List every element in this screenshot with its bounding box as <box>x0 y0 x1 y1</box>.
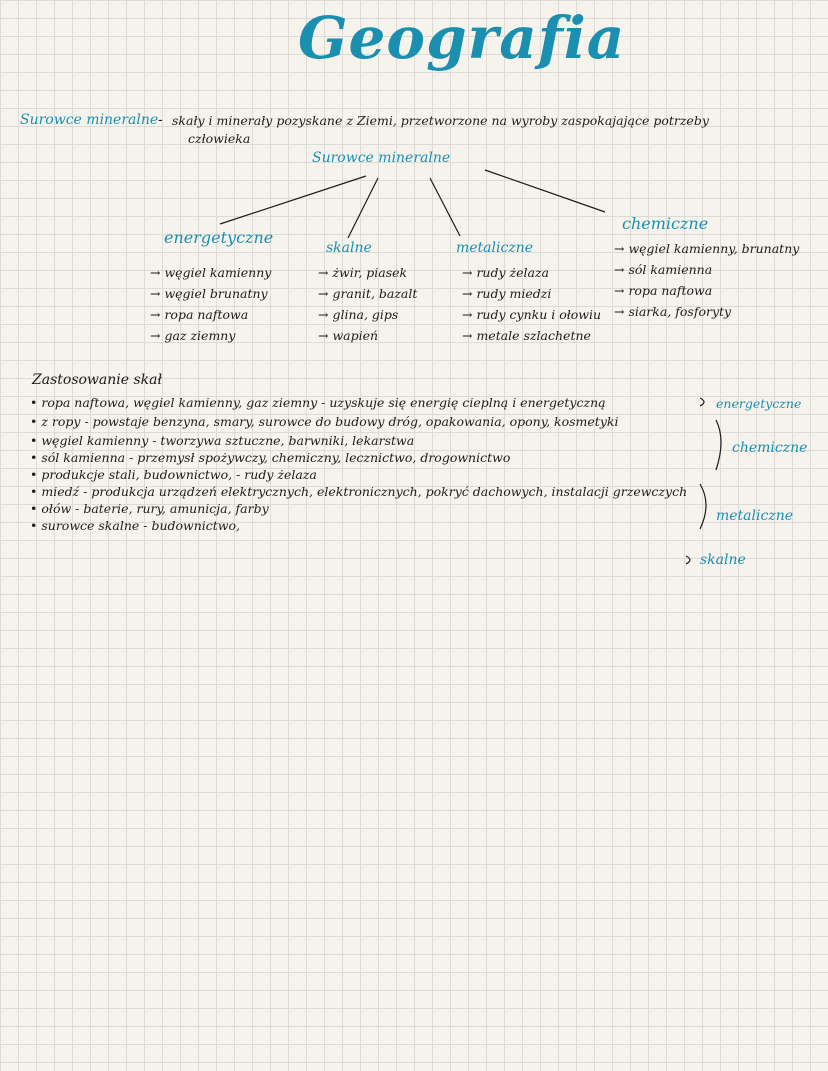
category-metaliczne-items <box>462 262 601 346</box>
usage-list <box>30 394 700 534</box>
list-item: → węgiel brunatny <box>150 286 268 301</box>
category-metaliczne: metaliczne <box>456 240 534 256</box>
category-energetyczne-items <box>150 262 271 346</box>
usage-item: • z ropy - powstaje benzyna, smary, surowce do budowy dróg, opakowania, opony, kosmetyki <box>30 413 700 430</box>
category-skalne: skalne <box>326 240 372 256</box>
usage-item: • ołów - baterie, rury, amunicja, farby <box>30 500 700 517</box>
category-energetyczne: energetyczne <box>164 228 274 247</box>
usage-item: • surowce skalne - budownictwo, <box>30 517 700 534</box>
category-chemiczne-items <box>614 238 799 322</box>
list-item: → żwir, piasek <box>318 265 408 280</box>
definition-term: Surowce mineralne <box>20 112 159 128</box>
list-item: → ropa naftowa <box>614 283 713 298</box>
list-item: → wapień <box>318 328 379 343</box>
list-item: → sól kamienna <box>614 262 713 277</box>
list-item: → węgiel kamienny <box>150 265 272 280</box>
page-title: Geografia <box>298 4 626 72</box>
definition-line-2: człowieka <box>188 131 251 146</box>
list-item: → węgiel kamienny, brunatny <box>614 241 800 256</box>
list-item: → siarka, fosforyty <box>614 304 732 319</box>
definition-line-1: skały i minerały pozyskane z Ziemi, przetworzone na wyroby zaspokajające potrzeby <box>172 113 709 128</box>
list-item: → granit, bazalt <box>318 286 418 301</box>
usage-item: • produkcje stali, budownictwo, - rudy żelaza <box>30 466 700 483</box>
category-skalne-items <box>318 262 417 346</box>
side-label-skalne: skalne <box>700 552 746 568</box>
list-item: → ropa naftowa <box>150 307 249 322</box>
side-label-energetyczne: energetyczne <box>716 396 802 411</box>
definition-dash: - <box>158 112 163 128</box>
usage-item: • ropa naftowa, węgiel kamienny, gaz ziemny - uzyskuje się energię cieplną i energetyczną <box>30 394 700 411</box>
category-chemiczne: chemiczne <box>622 214 709 233</box>
usage-item: • miedź - produkcja urządzeń elektrycznych, elektronicznych, pokryć dachowych, instalacji grzewczych <box>30 483 700 500</box>
list-item: → rudy żelaza <box>462 265 549 280</box>
list-item: → metale szlachetne <box>462 328 591 343</box>
usage-heading: Zastosowanie skał <box>32 372 163 388</box>
list-item: → rudy miedzi <box>462 286 552 301</box>
list-item: → rudy cynku i ołowiu <box>462 307 602 322</box>
usage-item: • sól kamienna - przemysł spożywczy, chemiczny, lecznictwo, drogownictwo <box>30 449 700 466</box>
list-item: → glina, gips <box>318 307 399 322</box>
side-label-chemiczne: chemiczne <box>732 440 808 456</box>
list-item: → gaz ziemny <box>150 328 236 343</box>
side-label-metaliczne: metaliczne <box>716 508 794 524</box>
usage-item: • węgiel kamienny - tworzywa sztuczne, barwniki, lekarstwa <box>30 432 700 449</box>
tree-root: Surowce mineralne <box>312 150 451 166</box>
